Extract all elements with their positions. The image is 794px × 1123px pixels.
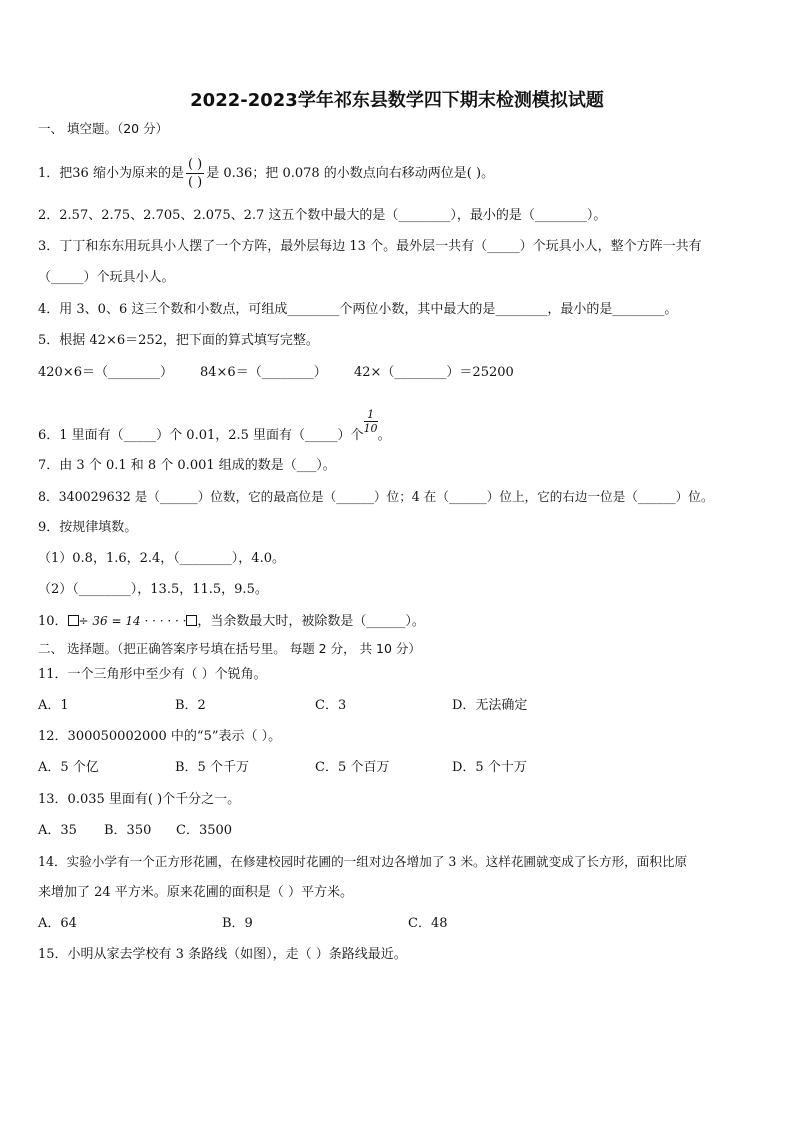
question-6 xyxy=(38,402,764,442)
q1-text-a: 1．把36 缩小为原来的是 xyxy=(38,166,184,181)
section-heading-fill-blank: 一、 填空题。（20 分） xyxy=(38,121,169,136)
question-8: 8．340029632 是（______）位数，它的最高位是（______）位；4 在（______）位上，它的右边一位是（______）位。 xyxy=(38,489,714,504)
q10-expression: ÷ 36 = 14 · · · · · · xyxy=(78,614,187,628)
remainder-box xyxy=(186,615,197,626)
question-9-line-2: （1）0.8，1.6，2.4，（________），4.0。 xyxy=(38,551,285,566)
question-4: 4．用 3、0、6 这三个数和小数点，可组成________个两位小数，其中最大的是________，最小的是________。 xyxy=(38,302,678,317)
q11-option-a: A．1 xyxy=(38,698,69,713)
q14-option-b: B．9 xyxy=(222,916,253,931)
q1-fraction-numerator: ( ) xyxy=(187,157,203,172)
q1-fraction xyxy=(186,156,204,191)
q10-number: 10． xyxy=(38,614,68,629)
question-14-line-1: 14．实验小学有一个正方形花圃，在修建校园时花圃的一组对边各增加了 3 米。这样花圃就变成了长方形，面积比原 xyxy=(38,854,688,869)
q13-option-b: B．350 xyxy=(104,823,152,838)
q5-expression-b: 84×6＝（________） xyxy=(200,365,327,380)
question-11: 11．一个三角形中至少有（ ）个锐角。 xyxy=(38,667,267,682)
question-14-line-2: 来增加了 24 平方米。原来花圃的面积是（ ）平方米。 xyxy=(38,885,353,900)
q14-option-c: C．48 xyxy=(408,916,448,931)
q6-end: 。 xyxy=(377,428,391,443)
question-5-line-1: 5．根据 42×6＝252，把下面的算式填写完整。 xyxy=(38,333,319,348)
q12-option-a: A．5 个亿 xyxy=(38,760,99,775)
q12-option-b: B．5 个千万 xyxy=(175,760,249,775)
question-3-line-1: 3．丁丁和东东用玩具小人摆了一个方阵，最外层每边 13 个。最外层一共有（_____）个玩具小人，整个方阵一共有 xyxy=(38,239,702,254)
question-3-line-2: （_____）个玩具小人。 xyxy=(38,270,175,285)
q6-fraction-numerator: 1 xyxy=(364,408,378,422)
q6-text: 6．1 里面有（_____）个 0.01，2.5 里面有（_____）个 xyxy=(38,428,364,443)
question-15: 15．小明从家去学校有 3 条路线（如图），走（ ）条路线最近。 xyxy=(38,947,407,962)
question-10 xyxy=(38,612,764,631)
q10-text: ，当余数最大时，被除数是（______）。 xyxy=(197,614,425,629)
q6-fraction-denominator: 10 xyxy=(363,422,378,435)
question-2: 2．2.57、2.75、2.705、2.075、2.7 这五个数中最大的是（________），最小的是（________）。 xyxy=(38,208,607,223)
section-heading-multiple-choice: 二、 选择题。（把正确答案序号填在括号里。 每题 2 分， 共 10 分） xyxy=(38,641,421,656)
q11-option-c: C．3 xyxy=(315,698,347,713)
q5-expression-c: 42×（________）＝25200 xyxy=(354,365,514,380)
question-9-line-1: 9．按规律填数。 xyxy=(38,520,138,535)
q12-option-c: C．5 个百万 xyxy=(315,760,390,775)
question-7: 7．由 3 个 0.1 和 8 个 0.001 组成的数是（___）。 xyxy=(38,458,336,473)
question-13: 13．0.035 里面有( )个千分之一。 xyxy=(38,792,241,807)
question-9-line-3: （2）（________），13.5，11.5，9.5。 xyxy=(38,582,268,597)
q11-option-b: B．2 xyxy=(175,698,206,713)
q14-option-a: A．64 xyxy=(38,916,77,931)
question-1 xyxy=(38,156,764,191)
q1-text-b: 是 0.36；把 0.078 的小数点向右移动两位是( )。 xyxy=(206,166,495,181)
q5-expression-a: 420×6＝（________） xyxy=(38,365,173,380)
question-12: 12．300050002000 中的“5”表示（ ）。 xyxy=(38,729,282,744)
page-title: 2022-2023学年祁东县数学四下期末检测模拟试题 xyxy=(190,90,604,111)
q11-option-d: D．无法确定 xyxy=(452,698,528,713)
q12-option-d: D．5 个十万 xyxy=(452,760,527,775)
dividend-box xyxy=(68,615,79,626)
q1-fraction-denominator: ( ) xyxy=(187,175,203,190)
q13-option-a: A．35 xyxy=(38,823,77,838)
q13-option-c: C．3500 xyxy=(176,823,233,838)
q6-fraction xyxy=(364,408,378,435)
